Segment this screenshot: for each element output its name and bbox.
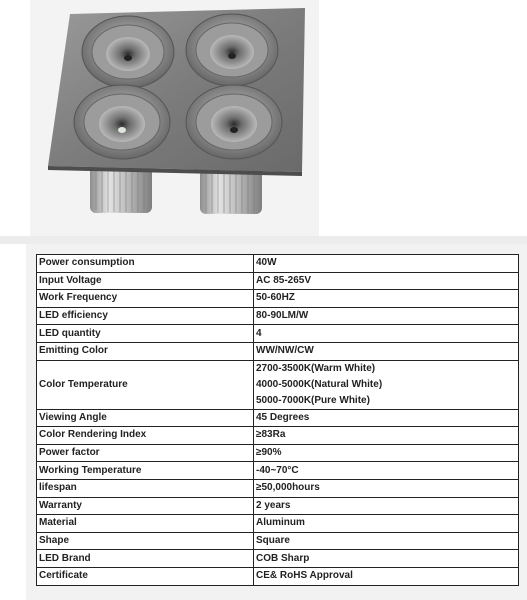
spec-value-line: 80-90LM/W: [256, 310, 309, 322]
spec-value: [254, 532, 519, 550]
spec-value-line: ≥90%: [256, 447, 282, 459]
spec-value-line: 50-60HZ: [256, 292, 295, 304]
spec-value: [254, 497, 519, 515]
spec-label: LED Brand: [37, 550, 254, 568]
spec-row: [37, 409, 519, 427]
spec-value: [254, 342, 519, 360]
spec-value: [254, 462, 519, 480]
spec-row: [37, 567, 519, 585]
spec-value-line: Aluminum: [256, 517, 305, 529]
spec-value: [254, 360, 519, 409]
spec-label: Power factor: [37, 444, 254, 462]
spec-value: [254, 255, 519, 273]
spec-value-line: COB Sharp: [256, 552, 310, 564]
spec-value: [254, 325, 519, 343]
spec-value: [254, 272, 519, 290]
spec-value: [254, 427, 519, 445]
spec-label: Warranty: [37, 497, 254, 515]
spec-row: [37, 360, 519, 409]
spec-value-line: -40~70°C: [256, 464, 299, 476]
spec-label: Working Temperature: [37, 462, 254, 480]
spec-row: [37, 462, 519, 480]
spec-value: [254, 567, 519, 585]
spec-label: Input Voltage: [37, 272, 254, 290]
spec-row: [37, 550, 519, 568]
spec-value-line: 4: [256, 327, 262, 339]
spec-label: Material: [37, 515, 254, 533]
spec-row: [37, 342, 519, 360]
spec-value-line: WW/NW/CW: [256, 345, 314, 357]
spec-row: [37, 272, 519, 290]
spec-value-line: 40W: [256, 257, 277, 269]
spec-label: Shape: [37, 532, 254, 550]
spec-row: [37, 532, 519, 550]
spec-value: [254, 307, 519, 325]
spec-row: [37, 497, 519, 515]
spec-value-line: 2700-3500K(Warm White): [256, 362, 376, 374]
spec-value: [254, 515, 519, 533]
spec-value-line: CE& RoHS Approval: [256, 570, 353, 582]
spec-row: [37, 444, 519, 462]
spec-label: Color Rendering Index: [37, 427, 254, 445]
product-photo: [30, 0, 319, 236]
spec-section: [26, 244, 527, 600]
spec-label: Color Temperature: [37, 360, 254, 409]
spec-value: [254, 444, 519, 462]
spec-row: [37, 307, 519, 325]
spec-table-body: [37, 255, 519, 586]
spec-row: [37, 479, 519, 497]
spec-label: Power consumption: [37, 255, 254, 273]
spec-label: lifespan: [37, 479, 254, 497]
spec-value: [254, 479, 519, 497]
spec-row: [37, 255, 519, 273]
spec-value: [254, 409, 519, 427]
spec-table: [36, 254, 519, 586]
spec-value-line: 5000-7000K(Pure White): [256, 394, 370, 406]
spec-value-line: 4000-5000K(Natural White): [256, 378, 383, 390]
divider-band: [0, 236, 527, 244]
spec-value-line: ≥83Ra: [256, 429, 286, 441]
spec-value: [254, 550, 519, 568]
spec-value-line: AC 85-265V: [256, 274, 312, 286]
spec-row: [37, 325, 519, 343]
spec-row: [37, 515, 519, 533]
spec-row: [37, 427, 519, 445]
spec-label: Work Frequency: [37, 290, 254, 308]
spec-label: LED quantity: [37, 325, 254, 343]
spec-row: [37, 290, 519, 308]
led-downlight-photo-icon: [30, 0, 319, 236]
spec-value-line: ≥50,000hours: [256, 482, 320, 494]
spec-label: Viewing Angle: [37, 409, 254, 427]
spec-label: LED efficiency: [37, 307, 254, 325]
spec-label: Emitting Color: [37, 342, 254, 360]
spec-value-line: 45 Degrees: [256, 411, 310, 423]
spec-value-line: Square: [256, 535, 290, 547]
spec-value: [254, 290, 519, 308]
spec-value-line: 2 years: [256, 499, 291, 511]
spec-label: Certificate: [37, 567, 254, 585]
